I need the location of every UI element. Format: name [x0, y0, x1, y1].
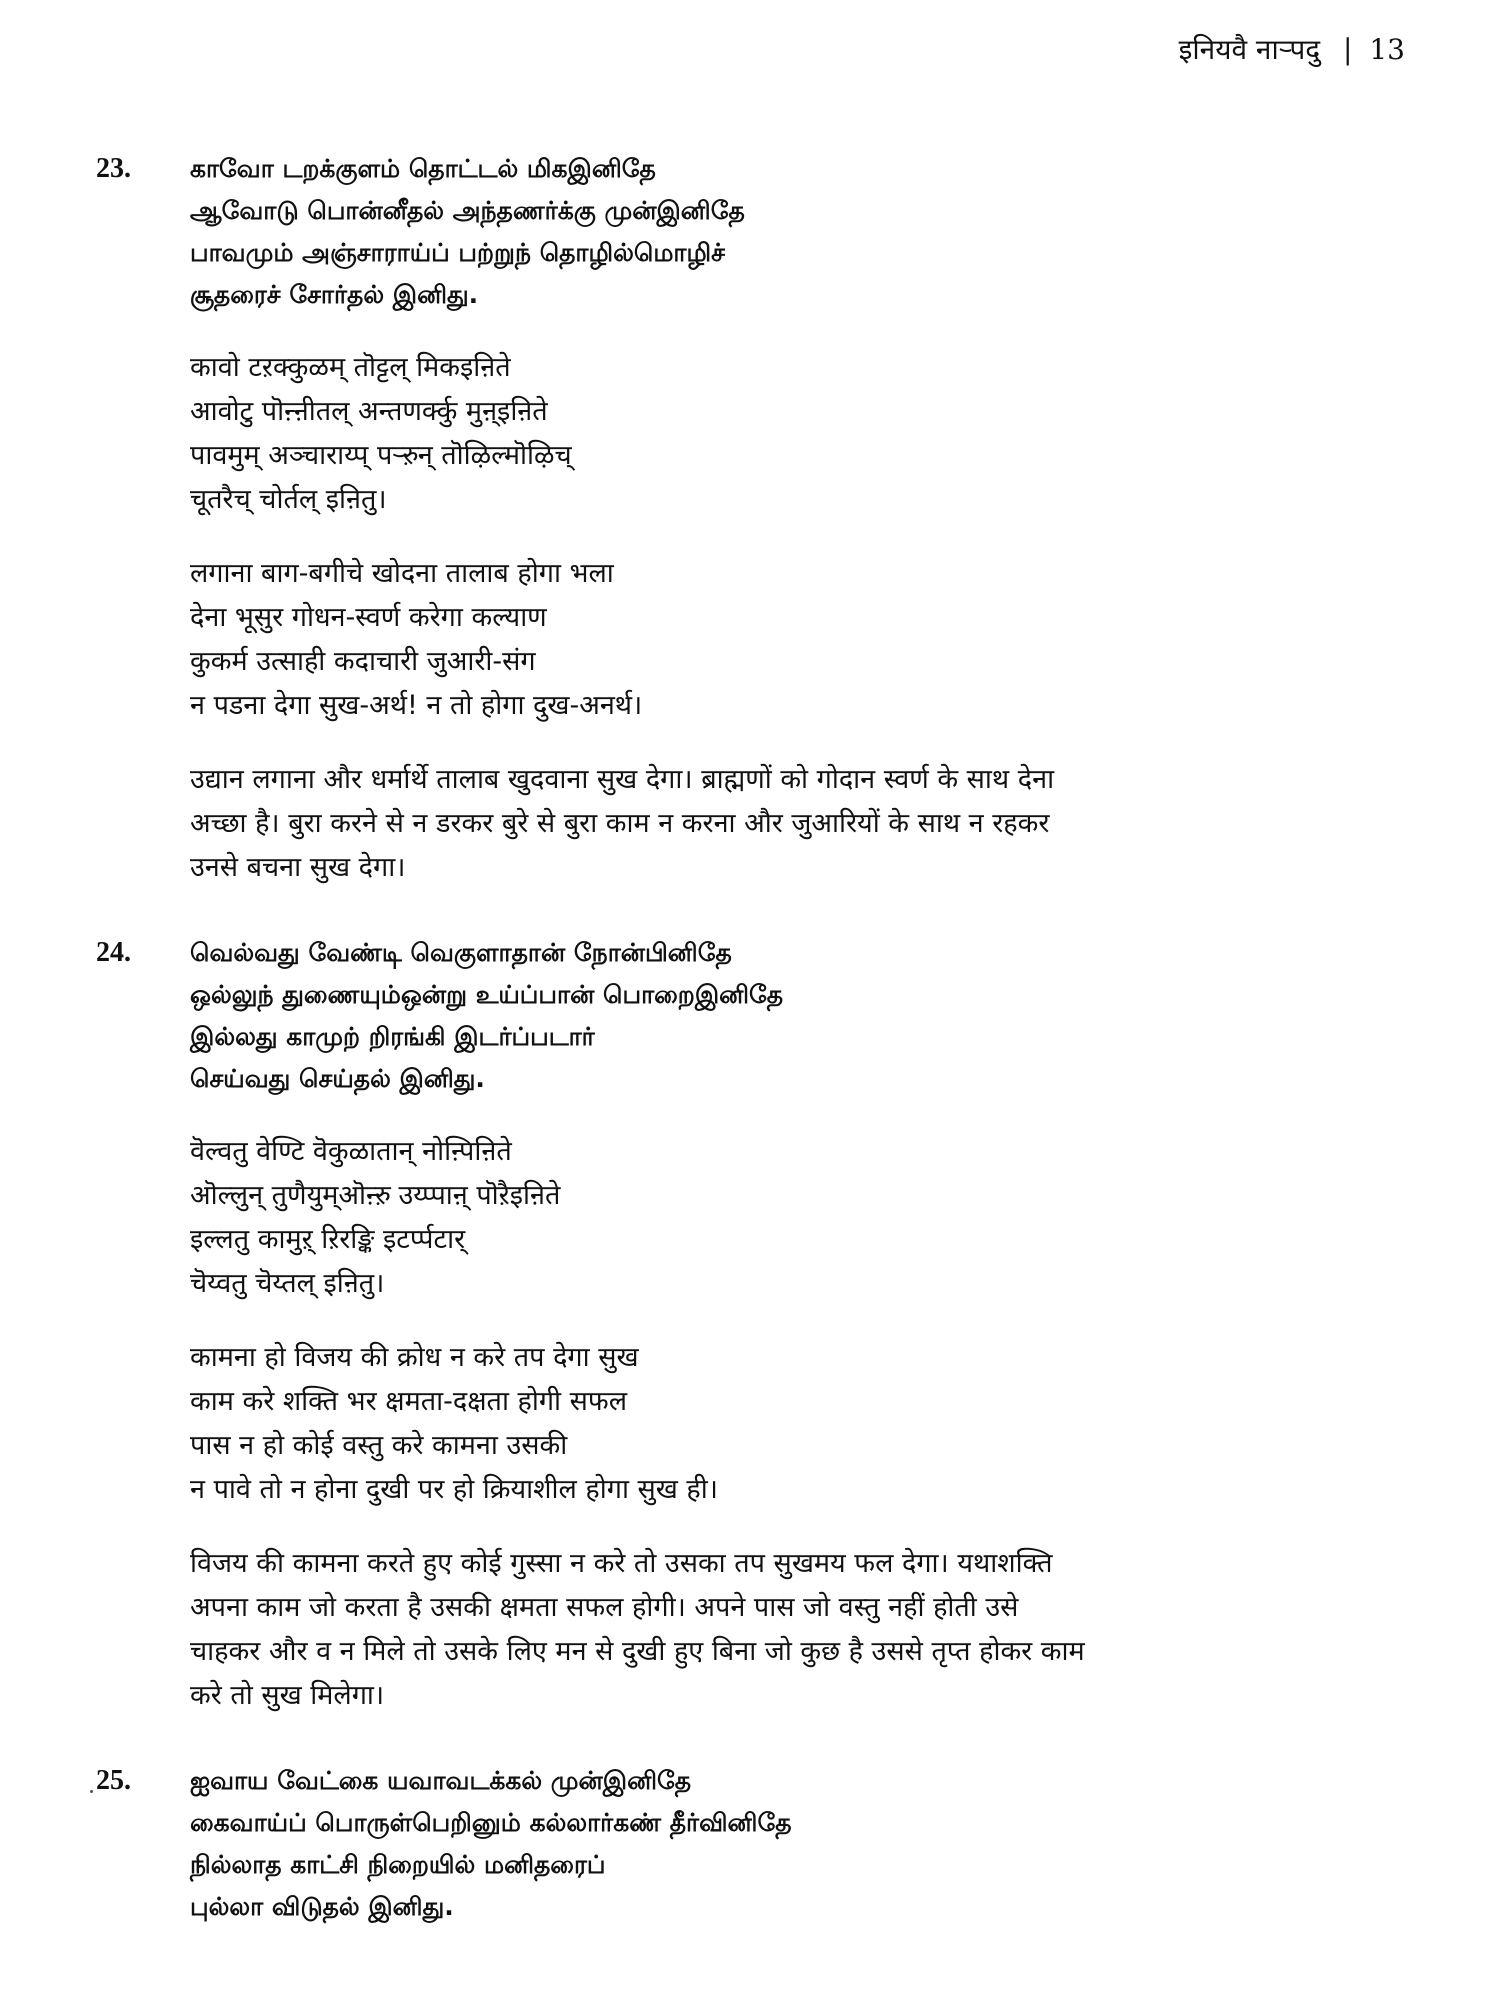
hindi-verse-line: देना भूसुर गोधन-स्वर्ण करेगा कल्याण	[190, 602, 547, 633]
prose-line: अच्छा है। बुरा करने से न डरकर बुरे से बुरा काम न करना और जुआरियों के साथ न रहकर	[190, 808, 1050, 839]
hindi-prose	[190, 758, 1340, 890]
tamil-verse	[190, 148, 1396, 316]
running-title: इनियवै नाऱ्पदु	[1178, 33, 1321, 66]
transliteration	[190, 346, 1396, 522]
transliteration-line: आवोटु पॊऩ्ऩीतल् अन्तणर्क्कु मुऩ्इऩिते	[190, 396, 548, 427]
transliteration-line: इल्लतु कामुऱ् ऱिरङ्कि इटर्प्पटार्	[190, 1224, 466, 1255]
verse-number: 25.	[96, 1765, 131, 1796]
tamil-line: ஒல்லுந் துணையும்ஒன்று உய்ப்பான் பொறைஇனிதே	[190, 980, 784, 1009]
prose-line: चाहकर और व न मिले तो उसके लिए मन से दुखी हुए बिना जो कुछ है उससे तृप्त होकर काम	[190, 1636, 1085, 1667]
scan-speck	[90, 1790, 93, 1793]
tamil-line: சூதரைச் சோர்தல் இனிது.	[190, 280, 479, 309]
page-number: 13	[1369, 33, 1405, 66]
tamil-line: ஆவோடு பொன்னீதல் அந்தணர்க்கு முன்இனிதே	[190, 196, 745, 225]
tamil-line: புல்லா விடுதல் இனிது.	[190, 1892, 454, 1921]
tamil-line: செய்வது செய்தல் இனிது.	[190, 1064, 485, 1093]
tamil-line: பாவமும் அஞ்சாராய்ப் பற்றுந் தொழில்மொழிச்	[190, 238, 725, 267]
verse-25	[96, 1760, 1396, 1928]
tamil-line: இல்லது காமுற் றிரங்கி இடர்ப்படார்	[190, 1022, 595, 1051]
verse-24	[96, 932, 1396, 1718]
hindi-verse-line: न पावे तो न होना दुखी पर हो क्रियाशील होगा सुख ही।	[190, 1474, 718, 1505]
verse-number: 24.	[96, 937, 131, 968]
tamil-line: காவோ டறக்குளம் தொட்டல் மிகஇனிதே	[190, 154, 656, 183]
tamil-line: ஐவாய வேட்கை யவாவடக்கல் முன்இனிதே	[190, 1766, 692, 1795]
prose-line: करे तो सुख मिलेगा।	[190, 1680, 385, 1711]
transliteration-line: पावमुम् अञ्चाराय्प् पऱ्ऱुन् तॊऴिल्मॊऴिच्	[190, 440, 572, 471]
transliteration-line: चॆय्वतु चॆय्तल् इऩितु।	[190, 1268, 385, 1299]
tamil-line: வெல்வது வேண்டி வெகுளாதான் நோன்பினிதே	[190, 938, 732, 967]
prose-line: अपना काम जो करता है उसकी क्षमता सफल होगी। अपने पास जो वस्तु नहीं होती उसे	[190, 1592, 1019, 1623]
transliteration-line: ऒल्लुन् तुणैयुम्ऒऩ्ऱु उय्प्पाऩ् पॊऱैइऩिते	[190, 1180, 561, 1211]
hindi-verse-line: न पडना देगा सुख-अर्थ! न तो होगा दुख-अनर्थ।	[190, 690, 643, 721]
page-content	[96, 148, 1396, 1970]
hindi-verse-line: पास न हो कोई वस्तु करे कामना उसकी	[190, 1430, 568, 1461]
transliteration-line: चूतरैच् चोर्तल् इऩितु।	[190, 484, 387, 515]
transliteration-line: कावो टऱक्कुळम् तॊट्टल् मिकइऩिते	[190, 352, 511, 383]
hindi-verse-line: कामना हो विजय की क्रोध न करे तप देगा सुख	[190, 1342, 639, 1373]
hindi-verse	[190, 1336, 1396, 1512]
tamil-verse	[190, 1760, 1396, 1928]
hindi-verse-line: लगाना बाग-बगीचे खोदना तालाब होगा भला	[190, 558, 614, 589]
hindi-verse-line: काम करे शक्ति भर क्षमता-दक्षता होगी सफल	[190, 1386, 627, 1417]
tamil-line: கைவாய்ப் பொருள்பெறினும் கல்லார்கண் தீர்வினிதே	[190, 1808, 792, 1837]
transliteration-line: वॆल्वतु वेण्टि वॆकुळातान् नोऩ्पिऩिते	[190, 1136, 512, 1167]
header-separator: |	[1343, 33, 1353, 66]
prose-line: उद्यान लगाना और धर्मार्थे तालाब खुदवाना सुख देगा। ब्राह्मणों को गोदान स्वर्ण के साथ देना	[190, 764, 1055, 795]
hindi-verse	[190, 552, 1396, 728]
tamil-verse	[190, 932, 1396, 1100]
hindi-verse-line: कुकर्म उत्साही कदाचारी जुआरी-संग	[190, 646, 536, 677]
tamil-line: நில்லாத காட்சி நிறையில் மனிதரைப்	[190, 1850, 606, 1879]
verse-number: 23.	[96, 153, 131, 184]
prose-line: उनसे बचना सुख देगा।	[190, 852, 406, 883]
verse-23	[96, 148, 1396, 890]
hindi-prose	[190, 1542, 1340, 1718]
prose-line: विजय की कामना करते हुए कोई गुस्सा न करे तो उसका तप सुखमय फल देगा। यथाशक्ति	[190, 1548, 1053, 1579]
running-header	[1179, 30, 1405, 70]
transliteration	[190, 1130, 1396, 1306]
